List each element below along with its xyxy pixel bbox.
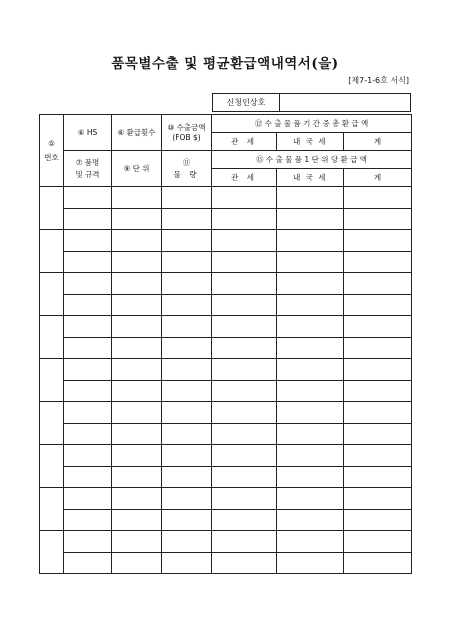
entry-row <box>40 445 412 467</box>
entry-cell[interactable] <box>277 187 344 209</box>
entry-row <box>40 466 412 488</box>
entry-cell[interactable] <box>344 445 412 467</box>
entry-cell[interactable] <box>112 316 162 338</box>
document-title: 품목별수출 및 평균환급액내역서(을) <box>111 56 339 72</box>
entry-cell[interactable] <box>112 402 162 424</box>
entry-row <box>40 552 412 574</box>
entry-cell[interactable] <box>277 230 344 252</box>
entry-number-cell[interactable] <box>40 273 64 316</box>
entry-cell[interactable] <box>344 552 412 574</box>
header-customs: 관 세 <box>212 133 277 151</box>
entry-cell[interactable] <box>112 359 162 381</box>
entry-cell[interactable] <box>277 359 344 381</box>
refund-details-table <box>39 114 412 574</box>
entry-cell[interactable] <box>162 423 212 445</box>
entry-cell[interactable] <box>344 230 412 252</box>
entry-cell[interactable] <box>212 380 277 402</box>
entry-row <box>40 230 412 252</box>
entry-cell[interactable] <box>277 402 344 424</box>
entry-cell[interactable] <box>344 187 412 209</box>
header-customs-2: 관 세 <box>212 169 277 187</box>
entry-cell[interactable] <box>212 402 277 424</box>
entry-cell[interactable] <box>344 359 412 381</box>
entry-row <box>40 273 412 295</box>
entry-cell[interactable] <box>64 466 112 488</box>
entry-row <box>40 359 412 381</box>
entry-cell[interactable] <box>162 251 212 273</box>
entry-cell[interactable] <box>64 230 112 252</box>
entry-cell[interactable] <box>112 531 162 553</box>
entry-cell[interactable] <box>212 251 277 273</box>
entry-number-cell[interactable] <box>40 187 64 230</box>
entry-row <box>40 294 412 316</box>
header-refund-count: ⑥ 환급횟수 <box>112 115 162 151</box>
entry-cell[interactable] <box>277 337 344 359</box>
entry-cell[interactable] <box>162 273 212 295</box>
applicant-label: 신청인상호 <box>213 94 280 111</box>
entry-cell[interactable] <box>112 273 162 295</box>
entry-cell[interactable] <box>162 402 212 424</box>
entry-cell[interactable] <box>64 445 112 467</box>
entry-cell[interactable] <box>277 445 344 467</box>
entry-cell[interactable] <box>64 359 112 381</box>
entry-cell[interactable] <box>212 316 277 338</box>
entry-cell[interactable] <box>212 273 277 295</box>
entry-cell[interactable] <box>344 380 412 402</box>
entry-cell[interactable] <box>212 509 277 531</box>
header-quantity: ⑪ 물 량 <box>162 151 212 187</box>
header-item: ⑦ 품명 및 규격 <box>64 151 112 187</box>
entry-cell[interactable] <box>64 402 112 424</box>
entry-cell[interactable] <box>212 445 277 467</box>
entry-cell[interactable] <box>277 466 344 488</box>
entry-cell[interactable] <box>212 423 277 445</box>
entry-number-cell[interactable] <box>40 316 64 359</box>
entry-row <box>40 337 412 359</box>
entry-cell[interactable] <box>212 187 277 209</box>
entry-cell[interactable] <box>64 208 112 230</box>
entry-cell[interactable] <box>64 423 112 445</box>
entry-cell[interactable] <box>112 208 162 230</box>
entry-cell[interactable] <box>112 230 162 252</box>
entry-cell[interactable] <box>212 359 277 381</box>
entry-cell[interactable] <box>162 337 212 359</box>
entry-cell[interactable] <box>64 488 112 510</box>
entry-cell[interactable] <box>277 423 344 445</box>
entry-cell[interactable] <box>112 509 162 531</box>
entry-cell[interactable] <box>112 466 162 488</box>
entry-cell[interactable] <box>212 230 277 252</box>
entry-cell[interactable] <box>64 509 112 531</box>
entry-cell[interactable] <box>277 380 344 402</box>
entry-row <box>40 531 412 553</box>
entry-cell[interactable] <box>112 552 162 574</box>
entry-cell[interactable] <box>344 208 412 230</box>
entry-cell[interactable] <box>344 509 412 531</box>
header-number: ⑤ 번호 <box>40 115 64 187</box>
form-number: [제7-1-6호 서식] <box>348 76 409 85</box>
entry-number-cell[interactable] <box>40 230 64 273</box>
entry-number-cell[interactable] <box>40 531 64 574</box>
entry-cell[interactable] <box>112 380 162 402</box>
entry-cell[interactable] <box>162 552 212 574</box>
entry-cell[interactable] <box>212 294 277 316</box>
entry-cell[interactable] <box>277 316 344 338</box>
entry-cell[interactable] <box>212 337 277 359</box>
entry-cell[interactable] <box>64 531 112 553</box>
applicant-name-field[interactable] <box>280 94 410 111</box>
entry-row <box>40 509 412 531</box>
entry-cell[interactable] <box>112 423 162 445</box>
entry-cell[interactable] <box>277 294 344 316</box>
entry-row <box>40 402 412 424</box>
entry-cell[interactable] <box>112 294 162 316</box>
entry-number-cell[interactable] <box>40 402 64 445</box>
entry-cell[interactable] <box>162 294 212 316</box>
entry-cell[interactable] <box>277 552 344 574</box>
header-period-total: ⑫ 수 출 물 품 기 간 중 총 환 급 액 <box>212 115 412 133</box>
entry-cell[interactable] <box>277 509 344 531</box>
entry-cell[interactable] <box>162 445 212 467</box>
entry-row <box>40 316 412 338</box>
entry-cell[interactable] <box>344 531 412 553</box>
entry-number-cell[interactable] <box>40 359 64 402</box>
entry-cell[interactable] <box>64 337 112 359</box>
entry-cell[interactable] <box>112 488 162 510</box>
entry-row <box>40 208 412 230</box>
entry-cell[interactable] <box>344 423 412 445</box>
header-unit: ⑨ 단 위 <box>112 151 162 187</box>
entry-cell[interactable] <box>344 337 412 359</box>
entry-cell[interactable] <box>64 294 112 316</box>
entry-cell[interactable] <box>162 509 212 531</box>
entry-cell[interactable] <box>277 251 344 273</box>
entry-cell[interactable] <box>112 445 162 467</box>
entry-cell[interactable] <box>162 466 212 488</box>
header-per-unit-refund: ⑮ 수 출 물 품 1 단 위 당 환 급 액 <box>212 151 412 169</box>
entry-number-cell[interactable] <box>40 445 64 488</box>
entry-cell[interactable] <box>344 402 412 424</box>
entry-cell[interactable] <box>162 316 212 338</box>
entry-cell[interactable] <box>162 208 212 230</box>
entry-row <box>40 488 412 510</box>
entry-cell[interactable] <box>344 488 412 510</box>
entry-cell[interactable] <box>162 187 212 209</box>
header-domestic-tax: 내 국 세 <box>277 133 344 151</box>
entry-cell[interactable] <box>162 488 212 510</box>
entry-cell[interactable] <box>277 488 344 510</box>
entry-cell[interactable] <box>344 251 412 273</box>
entry-cell[interactable] <box>212 552 277 574</box>
entry-row <box>40 251 412 273</box>
entry-cell[interactable] <box>64 552 112 574</box>
entry-cell[interactable] <box>344 466 412 488</box>
header-total: 계 <box>344 133 412 151</box>
entry-cell[interactable] <box>344 273 412 295</box>
entry-cell[interactable] <box>277 208 344 230</box>
entry-row <box>40 423 412 445</box>
entry-number-cell[interactable] <box>40 488 64 531</box>
entry-cell[interactable] <box>212 488 277 510</box>
entry-cell[interactable] <box>64 273 112 295</box>
entry-cell[interactable] <box>64 187 112 209</box>
header-total-2: 계 <box>344 169 412 187</box>
entry-row <box>40 380 412 402</box>
entry-cell[interactable] <box>64 251 112 273</box>
entry-cell[interactable] <box>344 294 412 316</box>
entry-row <box>40 187 412 209</box>
entry-cell[interactable] <box>162 380 212 402</box>
entry-cell[interactable] <box>344 316 412 338</box>
entry-cell[interactable] <box>277 273 344 295</box>
entry-cell[interactable] <box>212 208 277 230</box>
entry-cell[interactable] <box>212 466 277 488</box>
entry-cell[interactable] <box>162 531 212 553</box>
entry-cell[interactable] <box>64 316 112 338</box>
header-export-amount: ⑩ 수출금액 (FOB $) <box>162 115 212 151</box>
entry-cell[interactable] <box>112 337 162 359</box>
header-hs: ⑥ HS <box>64 115 112 151</box>
entry-cell[interactable] <box>64 380 112 402</box>
header-domestic-tax-2: 내 국 세 <box>277 169 344 187</box>
entry-cell[interactable] <box>112 251 162 273</box>
applicant-box <box>212 93 411 112</box>
entry-cell[interactable] <box>112 187 162 209</box>
entry-cell[interactable] <box>162 359 212 381</box>
entry-cell[interactable] <box>277 531 344 553</box>
entry-cell[interactable] <box>212 531 277 553</box>
entry-cell[interactable] <box>162 230 212 252</box>
